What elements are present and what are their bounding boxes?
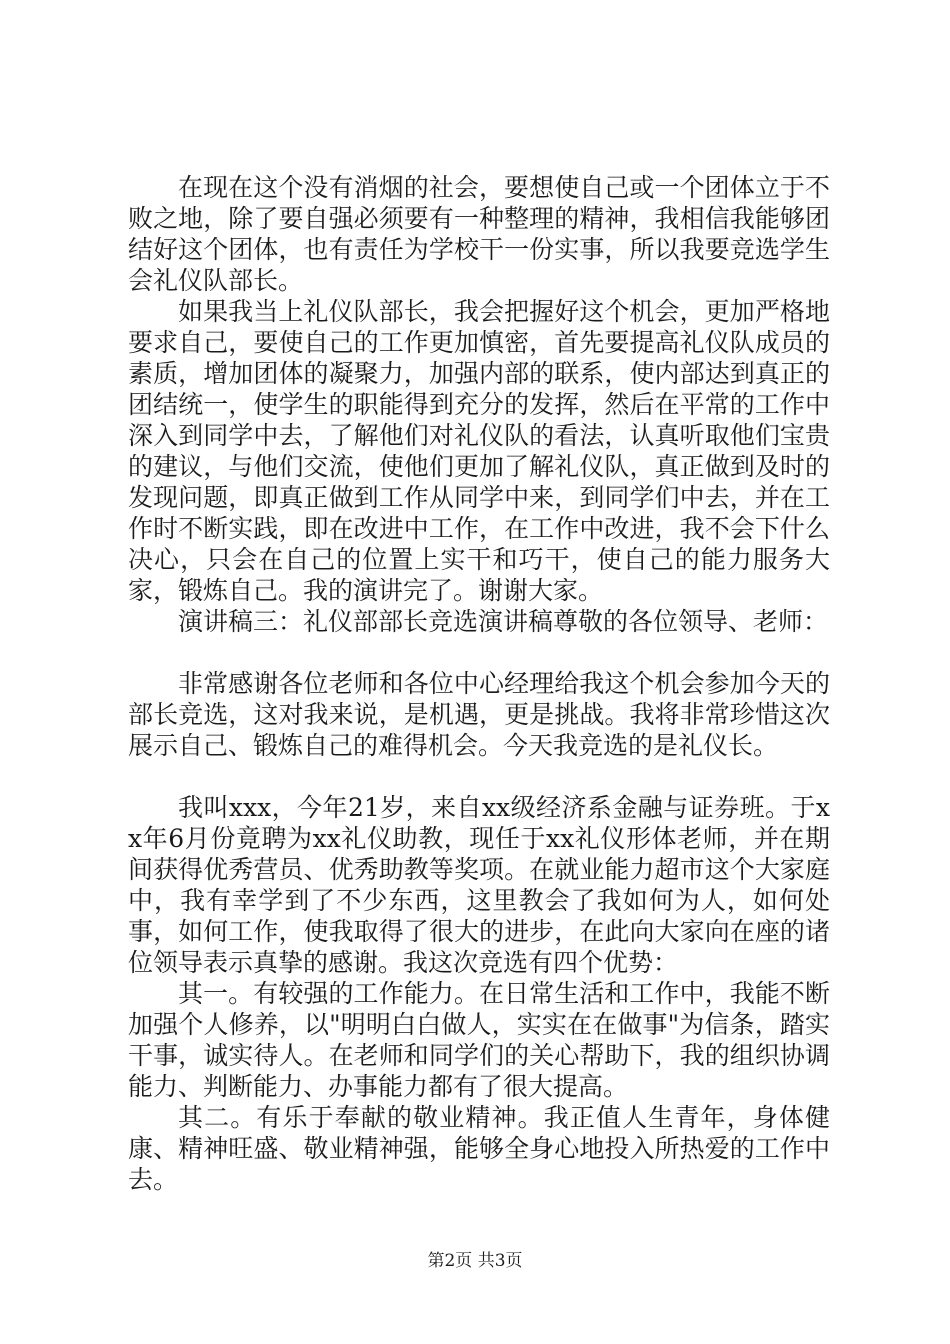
paragraph-3: 非常感谢各位老师和各位中心经理给我这个机会参加今天的部长竞选，这对我来说，是机遇，更是挑战。我将非常珍惜这次展示自己、锻炼自己的难得机会。今天我竞选的是礼仪长。 [128, 669, 830, 760]
paragraph-6: 其二。有乐于奉献的敬业精神。我正值人生青年，身体健康、精神旺盛、敬业精神强，能够全身心地投入所热爱的工作中去。 [128, 1103, 830, 1194]
page-footer: 第2页 共3页 [427, 1251, 523, 1271]
paragraph-5: 其一。有较强的工作能力。在日常生活和工作中，我能不断加强个人修养，以"明明白白做人，实实在在做事"为信条，踏实干事，诚实待人。在老师和同学们的关心帮助下，我的组织协调能力、判断能力、办事能力都有了很大提高。 [128, 979, 830, 1101]
paragraph-2: 如果我当上礼仪队部长，我会把握好这个机会，更加严格地要求自己，要使自己的工作更加慎密，首先要提高礼仪队成员的素质，增加团体的凝聚力，加强内部的联系，使内部达到真正的团结统一，使学生的职能得到充分的发挥，然后在平常的工作中深入到同学中去，了解他们对礼仪队的看法，认真听取他们宝贵的建议，与他们交流，使他们更加了解礼仪队，真正做到及时的发现问题，即真正做到工作从同学中来，到同学们中去，并在工作时不断实践，即在改进中工作，在工作中改进，我不会下什么决心，只会在自己的位置上实干和巧干，使自己的能力服务大家，锻炼自己。我的演讲完了。谢谢大家。 [128, 297, 830, 605]
document-body [128, 172, 830, 1195]
blank-line [128, 637, 830, 668]
paragraph-4: 我叫xxx，今年21岁，来自xx级经济系金融与证券班。于xx年6月份竟聘为xx礼仪助教，现任于xx礼仪形体老师，并在期间获得优秀营员、优秀助教等奖项。在就业能力超市这个大家庭中，我有幸学到了不少东西，这里教会了我如何为人，如何处事，如何工作，使我取得了很大的进步，在此向大家向在座的诸位领导表示真挚的感谢。我这次竞选有四个优势： [128, 793, 830, 977]
blank-line [128, 761, 830, 792]
paragraph-1: 在现在这个没有消烟的社会，要想使自己或一个团体立于不败之地，除了要自强必须要有一种整理的精神，我相信我能够团结好这个团体，也有责任为学校干一份实事，所以我要竞选学生会礼仪队部长。 [128, 173, 830, 295]
paragraph-heading-speech-three: 演讲稿三：礼仪部部长竞选演讲稿尊敬的各位领导、老师： [178, 607, 829, 636]
